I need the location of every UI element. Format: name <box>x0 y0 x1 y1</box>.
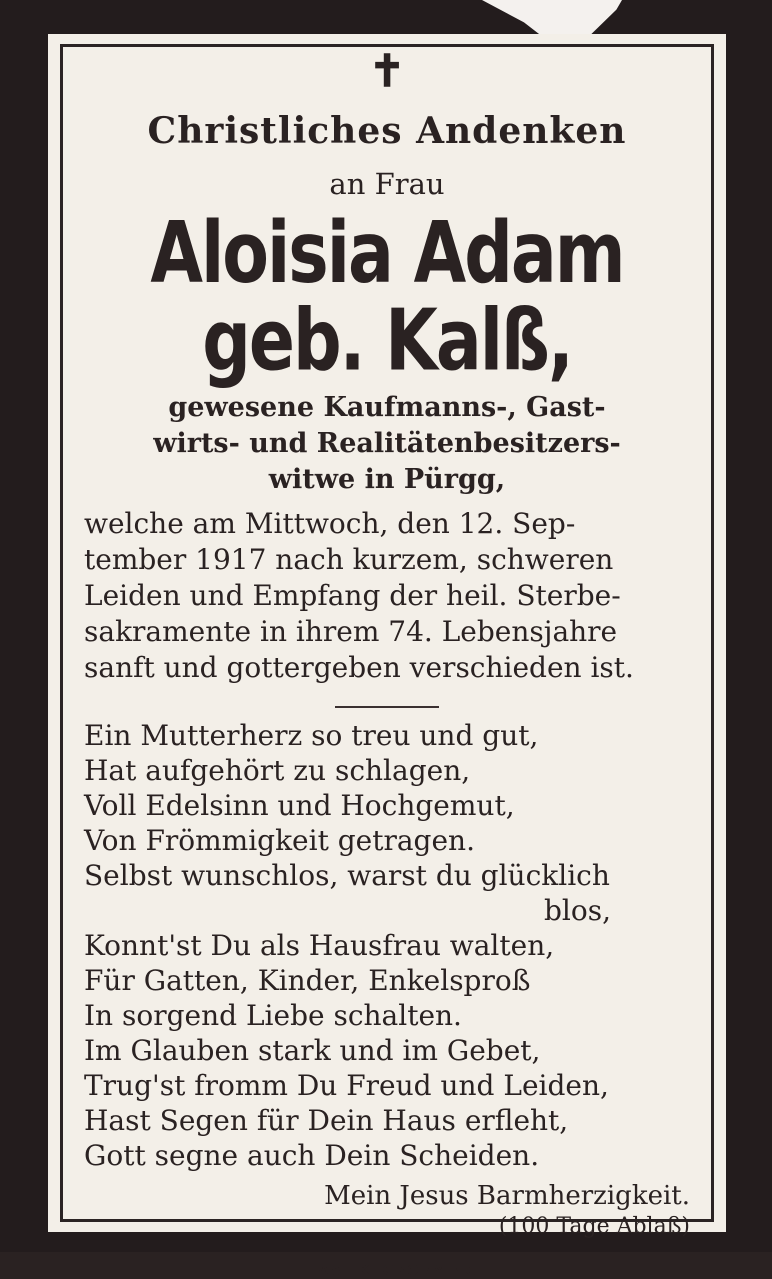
poem-line: Gott segne auch Dein Scheiden. <box>84 1139 540 1172</box>
notice-line: welche am Mittwoch, den 12. Sep- <box>84 507 576 540</box>
deceased-name: Aloisia Adam geb. Kalß, <box>150 204 624 391</box>
death-notice <box>84 506 690 686</box>
poem-line: Konnt'st Du als Hausfrau walten, <box>84 929 555 962</box>
indulgence: (100 Tage Ablaß) <box>498 1214 690 1239</box>
notice-line: sakramente in ihrem 74. Lebensjahre <box>84 615 618 648</box>
poem-line: Hat aufgehört zu schlagen, <box>84 754 471 787</box>
poem-line: Für Gatten, Kinder, Enkelsproß <box>84 964 531 997</box>
poem-line: In sorgend Liebe schalten. <box>84 999 462 1032</box>
card-paper <box>48 34 726 1279</box>
poem-line: blos, <box>544 894 612 927</box>
poem-line: Von Frömmigkeit getragen. <box>84 824 475 857</box>
occupation-line: witwe in Pürgg, <box>268 464 506 495</box>
addressee: an Frau <box>329 167 445 201</box>
prayer: Mein Jesus Barmherzigkeit. <box>324 1181 690 1211</box>
occupation-line: wirts- und Realitätenbesitzers- <box>153 428 621 459</box>
poem-line: Voll Edelsinn und Hochgemut, <box>84 789 515 822</box>
poem-line: Ein Mutterherz so treu und gut, <box>84 719 539 752</box>
cross-icon: ✝ <box>368 46 406 97</box>
poem-line: Trug'st fromm Du Freud und Leiden, <box>84 1069 609 1102</box>
poem-line: Hast Segen für Dein Haus erfleht, <box>84 1104 569 1137</box>
poem-line: Selbst wunschlos, warst du glücklich <box>84 859 610 892</box>
card-title: Christliches Andenken <box>147 110 627 152</box>
card-content <box>84 48 690 1279</box>
poem-line: Im Glauben stark und im Gebet, <box>84 1034 541 1067</box>
occupation-line: gewesene Kaufmanns-, Gast- <box>168 392 606 423</box>
notice-line: Leiden und Empfang der heil. Sterbe- <box>84 579 621 612</box>
notice-line: tember 1917 nach kurzem, schweren <box>84 543 614 576</box>
occupation <box>84 390 690 498</box>
divider <box>335 706 439 708</box>
printer-imprint: J. WALIK. GRÖRMING <box>296 1263 478 1279</box>
poem <box>84 718 690 1173</box>
notice-line: sanft und gottergeben verschieden ist. <box>84 651 634 684</box>
